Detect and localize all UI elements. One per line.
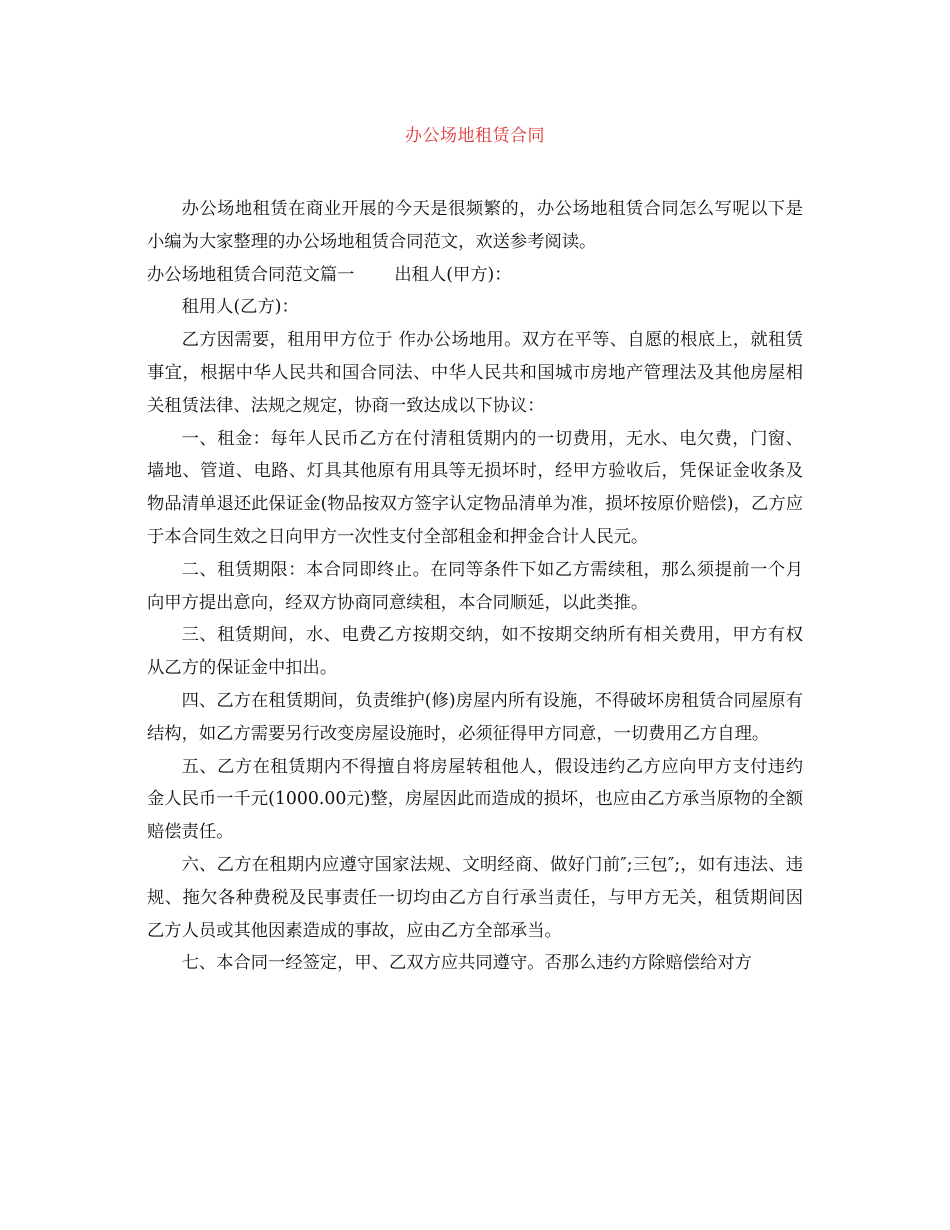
intro-paragraph: 办公场地租赁在商业开展的今天是很频繁的，办公场地租赁合同怎么写呢以下是小编为大家整理的办公场地租赁合同范文，欢送参考阅读。 (147, 199, 803, 252)
clause-5-sublet: 五、乙方在租赁期内不得擅自将房屋转租他人，假设违约乙方应向甲方支付违约金人民币一千元(1000.00元)整，房屋因此而造成的损坏，也应由乙方承当原物的全额赔偿责任。 (147, 756, 803, 843)
lessee-label: 租用人(乙方)： (181, 297, 299, 318)
clause-4-maintenance: 四、乙方在租赁期间，负责维护(修)房屋内所有设施，不得破坏房租赁合同屋原有结构，如乙方需要另行改变房屋设施时，必须征得甲方同意，一切费用乙方自理。 (147, 690, 803, 744)
clause-3-utilities: 三、租赁期间，水、电费乙方按期交纳，如不按期交纳所有相关费用，甲方有权从乙方的保证金中扣出。 (147, 625, 803, 679)
section-heading-title: 办公场地租赁合同范文篇一 (147, 264, 355, 285)
clause-2-term: 二、租赁期限：本合同即终止。在同等条件下如乙方需续租，那么须提前一个月向甲方提出意向，经双方协商同意续租，本合同顺延，以此类推。 (147, 559, 803, 613)
clause-6-compliance: 六、乙方在租期内应遵守国家法规、文明经商、做好门前″;三包″;，如有违法、违规、拖欠各种费税及民事责任一切均由乙方自行承当责任，与甲方无关，租赁期间因乙方人员或其他因素造成的事故，应由乙方全部承当。 (147, 854, 803, 941)
clause-1-rent: 一、租金：每年人民币乙方在付清租赁期内的一切费用，无水、电欠费，门窗、墙地、管道、电路、灯具其他原有用具等无损坏时，经甲方验收后，凭保证金收条及物品清单退还此保证金(物品按双方签字认定物品清单为准，损坏按原价赔偿)，乙方应于本合同生效之日向甲方一次性支付全部租金和押金合计人民元。 (147, 428, 803, 547)
document-title: 办公场地租赁合同 (405, 126, 545, 146)
document-body (147, 193, 803, 980)
clause-7-effect: 七、本合同一经签定，甲、乙双方应共同遵守。否那么违约方除赔偿给对方 (181, 953, 752, 974)
preamble-paragraph: 乙方因需要，租用甲方位于 作办公场地用。双方在平等、自愿的根底上，就租赁事宜，根据中华人民共和国合同法、中华人民共和国城市房地产管理法及其他房屋相关租赁法律、法规之规定，协商一致达成以下协议： (147, 330, 803, 416)
lessor-label: 出租人(甲方)： (394, 264, 512, 285)
section-heading (147, 259, 803, 292)
